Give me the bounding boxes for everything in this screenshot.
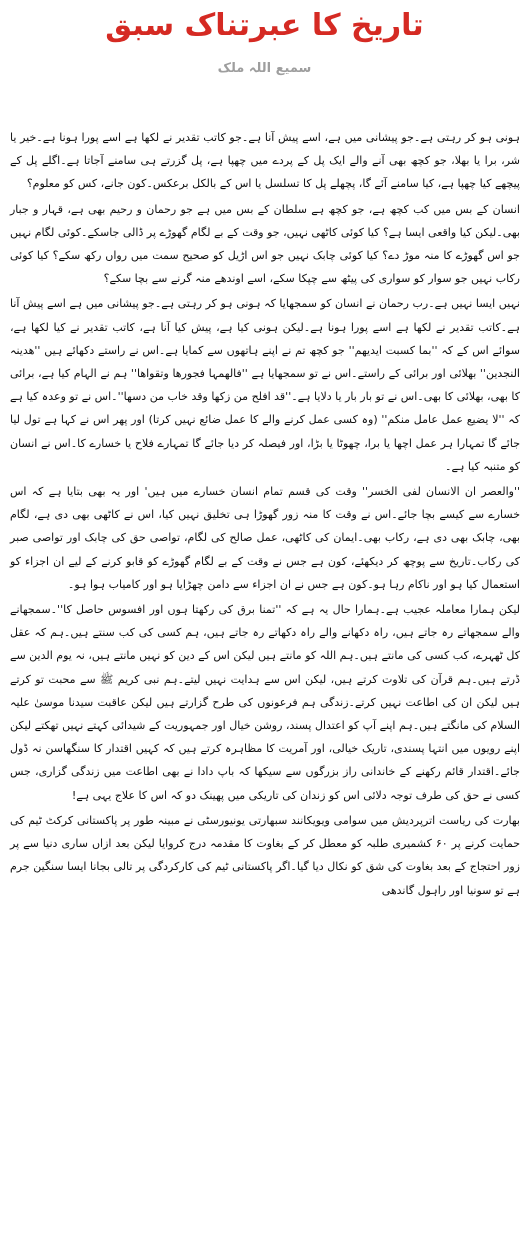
paragraph: لیکن ہمارا معاملہ عجیب ہے۔ہمارا حال یہ ہے کہ ''تمنا برق کی رکھتا ہوں اور افسوس حاصل کا''۔سمجھانے والے سمجھاتے رہ جاتے ہیں، راہ دکھانے والے راہ دکھاتے رہ جاتے ہیں، ہم کسی کی کب سنتے ہیں۔ہم کہ عقل کل ٹھہرے، کب کسی کی مانتے ہیں۔ہم اللہ کو مانتے ہیں لیکن اس کے دین کو نہیں مانتے ہیں، نہ یوم الدین سے ڈرتے ہیں۔ہم قرآن کی تلاوت کرتے ہیں، لیکن اس سے ہدایت نہیں لیتے۔ہم نبی کریم ﷺ سے محبت تو کرتے ہیں لیکن ان کی اطاعت نہیں کرتے۔زندگی ہم فرعونوں کی طرح گزارتے ہیں لیکن عاقبت سیدنا موسیٰ علیہ السلام کی مانگتے ہیں۔ہم اپنے آپ کو اعتدال پسند، روشن خیال اور جمہوریت کے شیدائی کہتے نہیں تھکتے لیکن اپنے رویوں میں انتہا پسندی، تاریک خیالی، اور آمریت کا مظاہرہ کرتے ہیں کہ کہیں اقتدار کا سنگھاسن نہ ڈول جائے۔اقتدار قائم رکھنے کے خاندانی راز بزرگوں سے سیکھا کہ باپ دادا نے بھی اطاعت میں زندگی گزاری، جس کسی نے حق کی طرف توجہ دلائی اس کو زندان کی تاریکی میں پھینک دو کہ اس کا علاج یہی ہے!	[10, 603, 520, 802]
paragraph: ہونی ہو کر رہتی ہے۔جو پیشانی میں ہے، اسے پیش آنا ہے۔جو کاتب تقدیر نے لکھا ہے اسے پورا ہونا ہے۔خیر یا شر، برا یا بھلا، جو کچھ بھی آنے والے ایک پل کے پردے میں چھپا ہے، پل گزرتے ہی سامنے آجاتا ہے۔اگلے پل کے پیچھے کیا چھپا ہے، کیا سامنے آئے گا، پچھلے پل کا تسلسل یا اس کے بالکل برعکس۔کون جانے، کس کو معلوم؟	[10, 131, 520, 191]
paragraph: بھارت کی ریاست اترپردیش میں سوامی ویویکانند سبھارتی یونیورسٹی نے مبینہ طور پر پاکستانی کرکٹ ٹیم کی حمایت کرنے پر ۶۰ کشمیری طلبہ کو معطل کر کے بغاوت کا مقدمہ درج کروایا لیکن بعد ازاں ساری دنیا سے پر زور احتجاج کے بعد بغاوت کی شق کو نکال دیا گیا۔اگر پاکستانی ٹیم کی کارکردگی پر تالی بجانا ایسا سنگین جرم ہے تو سونیا اور راہول گاندھی	[10, 813, 521, 897]
paragraph: نہیں ایسا نہیں ہے۔رب رحمان نے انسان کو سمجھایا کہ ہونی ہو کر رہتی ہے۔جو پیشانی میں ہے اسے پیش آنا ہے۔کاتب تقدیر نے لکھا ہے اسے پورا ہونا ہے۔لیکن ہونی کیا ہے، پیش کیا آنا ہے، کاتب تقدیر نے کیا لکھا ہے، سوائے اس کے کہ ''بما کسبت ایدیھم'' جو کچھ تم نے اپنے ہاتھوں سے کمایا ہے۔اس نے راستے دکھائے ہیں ''ھدینہ النجدین'' بھلائی اور برائی کے راستے۔اس نے تو سمجھایا ہے ''فالھمہا فجورھا وتقواھا'' ہم نے الہام کیا ہے، برائی کا بھی، بھلائی کا بھی۔اس نے تو بار بار یا دلایا ہے۔''قد افلح من زکھا وقد خاب من دسھا''۔اس نے تو وعدہ کیا ہے کہ ''لا یضیع عمل عامل منکم'' (وہ کسی عمل کرنے والے کا عمل ضائع نہیں کرتا) اور پھر اس نے کہا ہے تول لیا جائے گا تمہارا ہر عمل اچھا یا برا، چھوٹا یا بڑا، اور فیصلہ کر دیا جائے گا تمہارے فلاح یا خسارے کا۔اس نے انسان کو متنبہ کیا ہے۔	[10, 297, 520, 473]
paragraph: انسان کے بس میں کب کچھ ہے، جو کچھ ہے سلطان کے بس میں ہے جو رحمان و رحیم بھی ہے، قہار و جبار بھی۔لیکن کیا واقعی ایسا ہے؟ کیا کوئی کاٹھی نہیں، جو وقت کے بے لگام گھوڑے پر ڈالی جاسکے۔کوئی لگام نہیں جو اس گھوڑے کا منہ موڑ دے؟ کیا کوئی چابک نہیں جو اس اڑیل کو صحیح سمت میں رواں رکھ سکے؟ کیا کوئی رکاب نہیں جو سوار کو سواری کی پیٹھ سے چپکا سکے، اسے اوندھے منہ گرنے سے بچا سکے؟	[10, 202, 520, 286]
article-body	[10, 126, 520, 904]
article-title: تاریخ کا عبرتناک سبق	[105, 8, 424, 43]
author-name: سمیع اللہ ملک	[217, 61, 312, 76]
paragraph: ''والعصر ان الانسان لفی الخسر'' وقت کی قسم تمام انسان خسارے میں ہیں' اور یہ بھی بتایا ہے کہ اس خسارے سے کیسے بچا جائے۔اس نے وقت کا منہ زور گھوڑا ہی تخلیق نہیں کیا، اس نے کاٹھی بھی دی ہے، لگام بھی، چابک بھی دی ہے، رکاب بھی۔ایمان کی کاٹھی، عمل صالح کی لگام، تواصی حق کی چابک اور تواصی صبر کی رکاب۔تاریخ سے پوچھ کر دیکھئے، کون ہے جس نے وقت کے بے لگام گھوڑے کو قابو کرنے کے لیے ان اجزاء کو استعمال کیا ہو اور ناکام رہا ہو۔کون ہے جس نے ان اجزاء سے دامن چھڑایا ہو اور کامیاب ہوا ہو۔	[10, 485, 520, 591]
